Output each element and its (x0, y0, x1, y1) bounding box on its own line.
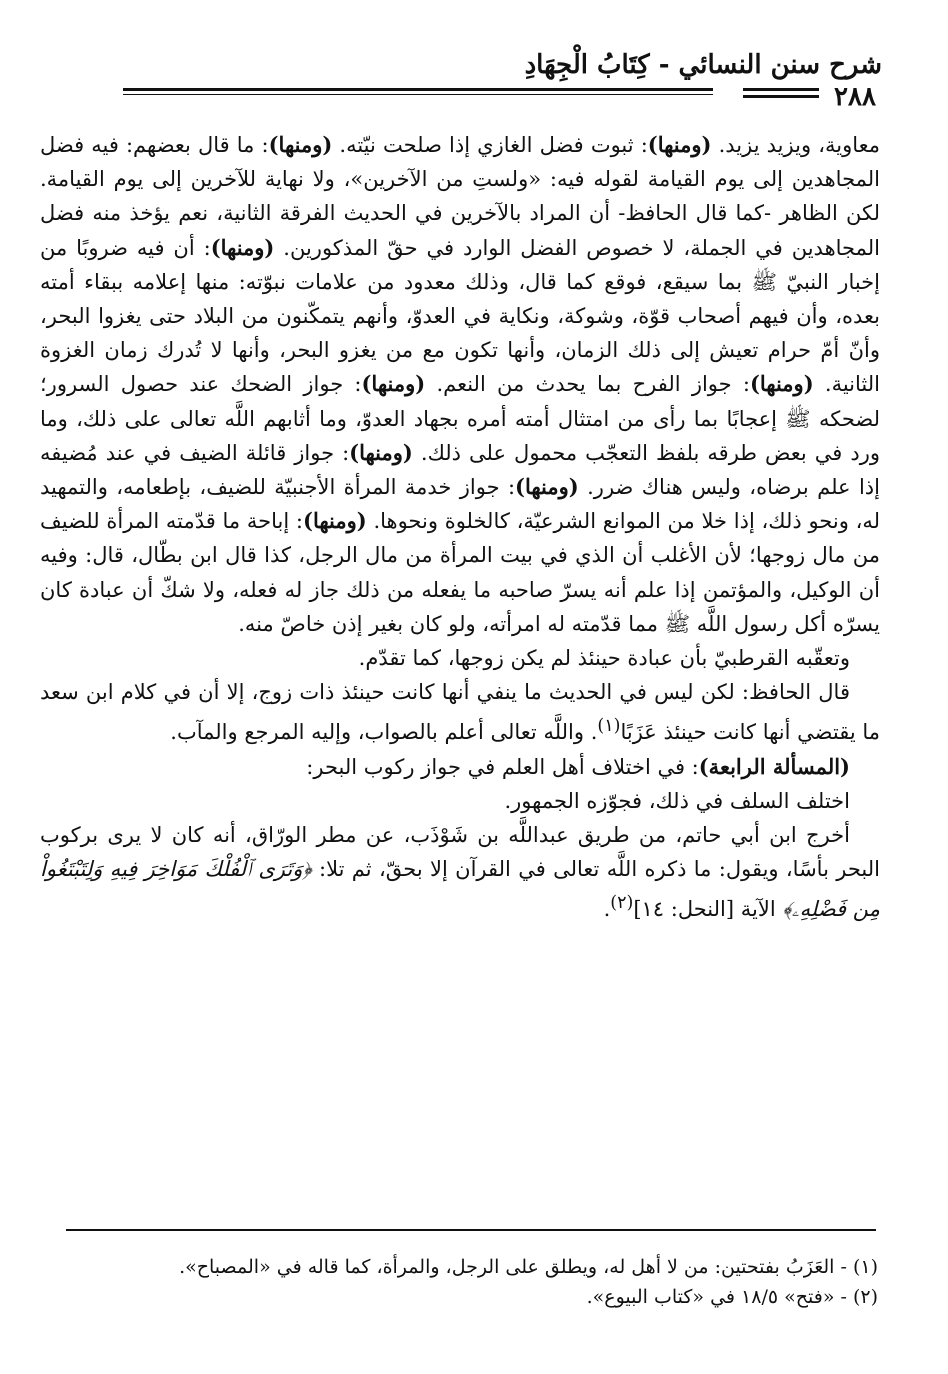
quran-verse: ﴿وَتَرَى ٱلْفُلْكَ مَوَاخِرَ فِيهِ وَلِتَبْتَغُواْ مِن فَضْلِهِۦ﴾ (40, 857, 880, 922)
bold-marker: (ومنها) (515, 474, 579, 500)
footnote-1: (١) - العَزَبُ بفتحتين: من لا أهل له، ويطلق على الرجل، والمرأة، كما قاله في «المصباح». (179, 1256, 878, 1278)
bold-marker: (ومنها) (268, 132, 333, 157)
footnote-separator (66, 1229, 876, 1231)
paragraph: قال الحافظ: لكن ليس في الحديث ما ينفي أنها كانت حينئذ ذات زوج، إلا أن في كلام ابن سعد ما يقتضي أنها كانت حينئذ عَزَبًا$^{(١)}$. واللَّه تعالى أعلم بالصواب، وإليه المرجع والمآب. (40, 680, 880, 745)
bold-marker: (ومنها) (361, 371, 426, 397)
bold-marker: (ومنها) (647, 132, 712, 157)
bold-marker: (ومنها) (349, 439, 413, 465)
running-header-title: شرح سنن النسائي - كِتَابُ الْجِهَادِ (524, 50, 882, 80)
paragraph: أخرج ابن أبي حاتم، من طريق عبداللَّه بن شَوْذَب، عن مطر الورّاق، أنه كان لا يرى بركوب البحر بأسًا، ويقول: ما ذكره اللَّه تعالى في القرآن إلا بحقّ، ثم تلا: ﴿وَتَرَى ٱلْفُلْكَ مَوَاخِرَ فِيهِ وَلِتَبْتَغُواْ مِن فَضْلِهِۦ﴾ الآية [النحل: ١٤]$^{(٢)}$. (40, 823, 880, 922)
bold-marker: (ومنها) (749, 371, 814, 397)
footnote-ref: (٢) (610, 893, 634, 914)
footnote-2: (٢) - «فتح» ١٨/٥ في «كتاب البيوع». (586, 1286, 878, 1308)
section-heading: (المسألة الرابعة) (698, 753, 850, 779)
page-number: ٢٨٨ (834, 82, 876, 112)
footnotes (66, 1252, 878, 1312)
section-heading-paragraph: (المسألة الرابعة): في اختلاف أهل العلم في جواز ركوب البحر: (306, 753, 850, 779)
paragraph: وتعقّبه القرطبيّ بأن عبادة حينئذ لم يكن زوجها، كما تقدّم. (358, 646, 850, 671)
paragraph: اختلف السلف في ذلك، فجوّزه الجمهور. (504, 788, 850, 813)
footnote-ref: (١) (597, 716, 621, 737)
paragraph: معاوية، ويزيد يزيد. (ومنها): ثبوت فضل الغازي إذا صلحت نيّته. (ومنها): ما قال بعضهم: فيه فضل المجاهدين إلى يوم القيامة لقوله فيه: «ولستِ من الآخرين»، ولا نهاية للآخرين إلى يوم القيامة. لكن الظاهر -كما قال الحافظ- أن المراد بالآخرين في الحديث الفرقة الثانية، نعم يؤخذ منه فضل المجاهدين في الجملة، لا خصوص الفضل الوارد في حقّ المذكورين. (ومنها): أن فيه ضروبًا من إخبار النبيّ ﷺ بما سيقع، فوقع كما قال، وذلك معدود من علامات نبوّته: منها إعلامه ببقاء أمته بعده، وأن فيهم أصحاب قوّة، وشوكة، ونكاية في العدوّ، وأنهم يتمكّنون من البلاد حتى يغزوا البحر، وأنّ أمّ حرام تعيش إلى ذلك الزمان، وأنها تكون مع من يغزو البحر، وأنها لا تُدرك زمان الغزوة الثانية. (ومنها): جواز الفرح بما يحدث من النعم. (ومنها): جواز الضحك عند حصول السرور؛ لضحكه ﷺ إعجابًا بما رأى من امتثال أمته أمره بجهاد العدوّ، وما أثابهم اللَّه تعالى على ذلك، وما ورد في بعض طرقه بلفظ التعجّب محمول على ذلك. (ومنها): جواز قائلة الضيف في عند مُضيفه إذا علم برضاه، وليس هناك ضرر. (ومنها): جواز خدمة المرأة الأجنبيّة للضيف، بإطعامه، والتمهيد له، ونحو ذلك، إذا خلا من الموانع الشرعيّة، كالخلوة ونحوها. (ومنها): إباحة ما قدّمته المرأة للضيف من مال زوجها؛ لأن الأغلب أن الذي في بيت المرأة من مال الرجل، كذا قال ابن بطّال، قال: وفيه أن الوكيل، والمؤتمن إذا علم أنه يسرّ صاحبه ما يفعله من ذلك جاز له فعله، ولا شكّ أن عبادة كان يسرّه أكل رسول اللَّه ﷺ مما قدّمته له امرأته، ولو كان بغير إذن خاصّ منه. (40, 132, 881, 636)
bold-marker: (ومنها) (303, 508, 367, 534)
bold-marker: (ومنها) (210, 234, 275, 260)
header-rule (123, 84, 713, 95)
page-number-rule (743, 86, 819, 98)
main-text (40, 128, 880, 927)
